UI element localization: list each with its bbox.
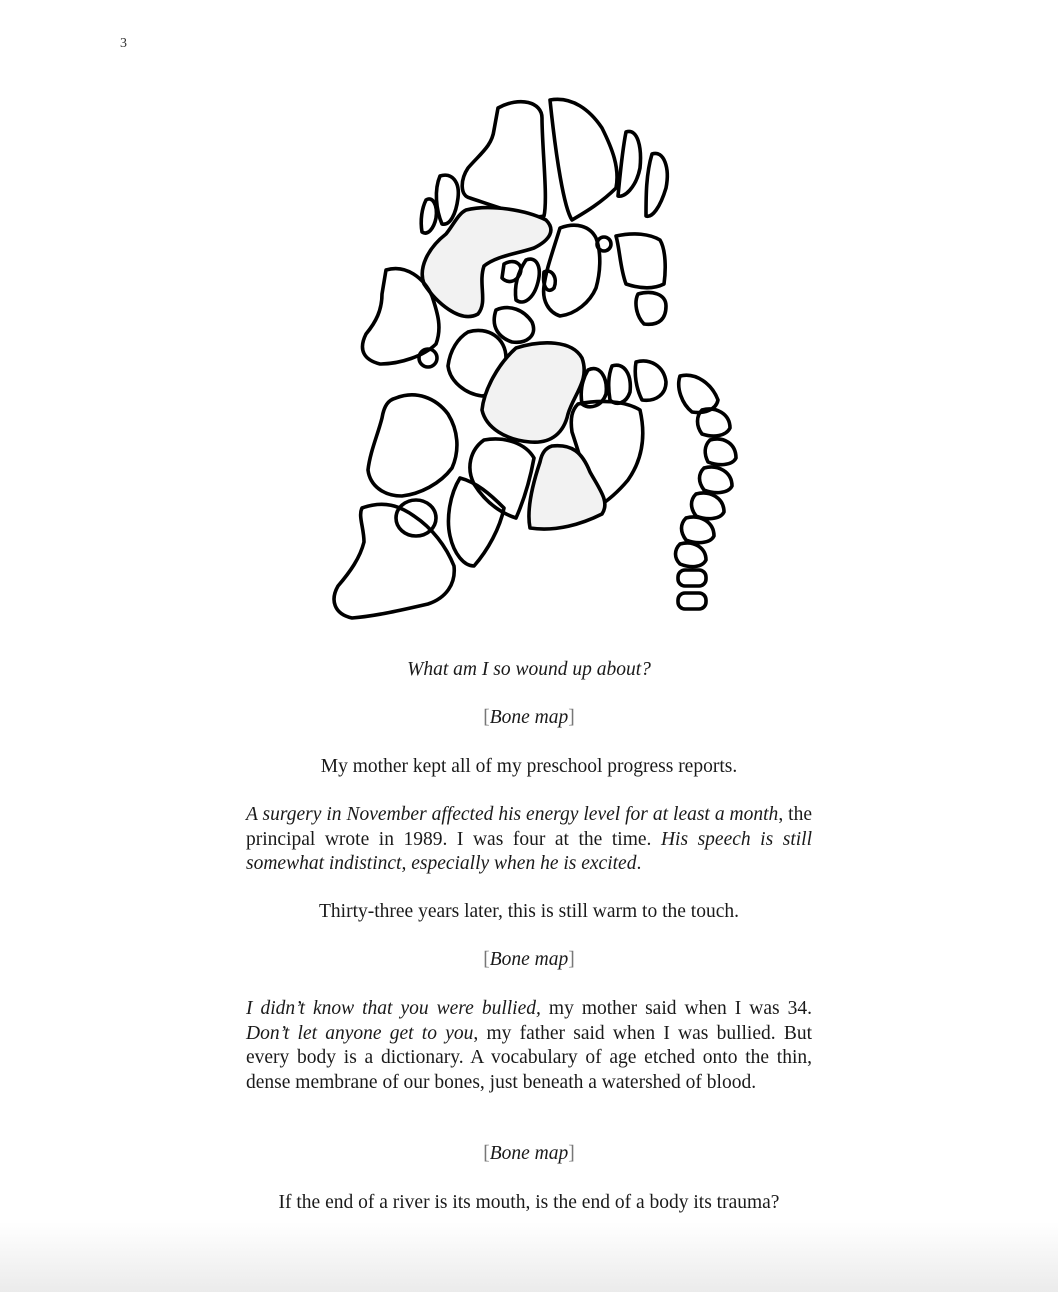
bracket-close: ] <box>568 1143 575 1164</box>
bone-map-caption-2 <box>246 948 812 973</box>
bone-map-label: Bone map <box>489 1143 569 1164</box>
father-quote: Don’t let anyone get to you <box>246 1022 474 1044</box>
bone-shape <box>368 395 457 496</box>
bone-map-caption-1 <box>246 706 812 731</box>
bracket-open: [ <box>483 949 490 970</box>
principal-text: , the principal wrote in 1989. I was four at the time. <box>246 804 812 850</box>
vertebra <box>682 517 715 543</box>
bone-map-label: Bone map <box>489 707 569 728</box>
bone-shape <box>482 343 584 442</box>
bone-map-label: Bone map <box>489 949 569 970</box>
river-line: If the end of a river is its mouth, is the end of a body its trauma? <box>278 1192 780 1213</box>
bone-shape <box>618 131 640 196</box>
progress-reports-line: My mother kept all of my preschool progress reports. <box>320 756 738 777</box>
vertebra <box>676 543 707 567</box>
bone-map-caption-3 <box>246 1142 812 1167</box>
bone-shape <box>550 99 617 220</box>
bone-shape <box>421 199 436 233</box>
bone-shape <box>635 361 666 400</box>
bone-shape <box>544 225 600 316</box>
bone-shape <box>494 308 533 343</box>
bracket-open: [ <box>483 707 490 728</box>
bullied-quote: I didn’t know that you were bullied, <box>246 998 541 1019</box>
vertebra <box>692 493 725 519</box>
vertebra <box>678 593 706 609</box>
period: . <box>636 853 642 874</box>
bone-shape <box>462 102 545 217</box>
thirty-three-line: Thirty-three years later, this is still warm to the touch. <box>319 901 739 922</box>
paragraph-bullied <box>246 997 812 1095</box>
bone-map-illustration <box>320 88 750 628</box>
paragraph-surgery <box>246 803 812 877</box>
surgery-quote: A surgery in November affected his energy level for at least a month <box>246 804 779 825</box>
vertebra <box>705 439 736 465</box>
vertebra <box>700 467 733 493</box>
speech-quote: His speech is still somewhat indistinct, especially when he is excited <box>246 828 812 874</box>
page-bottom-shadow <box>0 1222 1058 1292</box>
bracket-close: ] <box>568 949 575 970</box>
vertebra <box>679 375 718 412</box>
bone-shape <box>636 293 666 325</box>
bone-shape <box>529 446 605 529</box>
bone-shape <box>544 271 556 290</box>
question-line <box>246 658 812 683</box>
bone-shape <box>616 234 665 288</box>
dictionary-text: , my father said when I was bullied. But every body is a dictionary. A vocabulary of age etched onto the thin, dense membrane of our bones, just beneath a watershed of blood. <box>246 1022 813 1093</box>
vertebra <box>678 570 706 586</box>
bone-shape <box>448 478 504 566</box>
bone-map-drawing <box>320 88 750 628</box>
question-text: What am I so wound up about? <box>407 659 651 680</box>
mother-text: my mother said when I was 34. <box>540 998 813 1019</box>
bracket-open: [ <box>483 1143 490 1164</box>
bone-shape <box>436 175 458 224</box>
bone-shape <box>609 365 631 403</box>
bone-shape <box>646 153 667 216</box>
page-number: 3 <box>120 36 127 51</box>
bracket-close: ] <box>568 707 575 728</box>
